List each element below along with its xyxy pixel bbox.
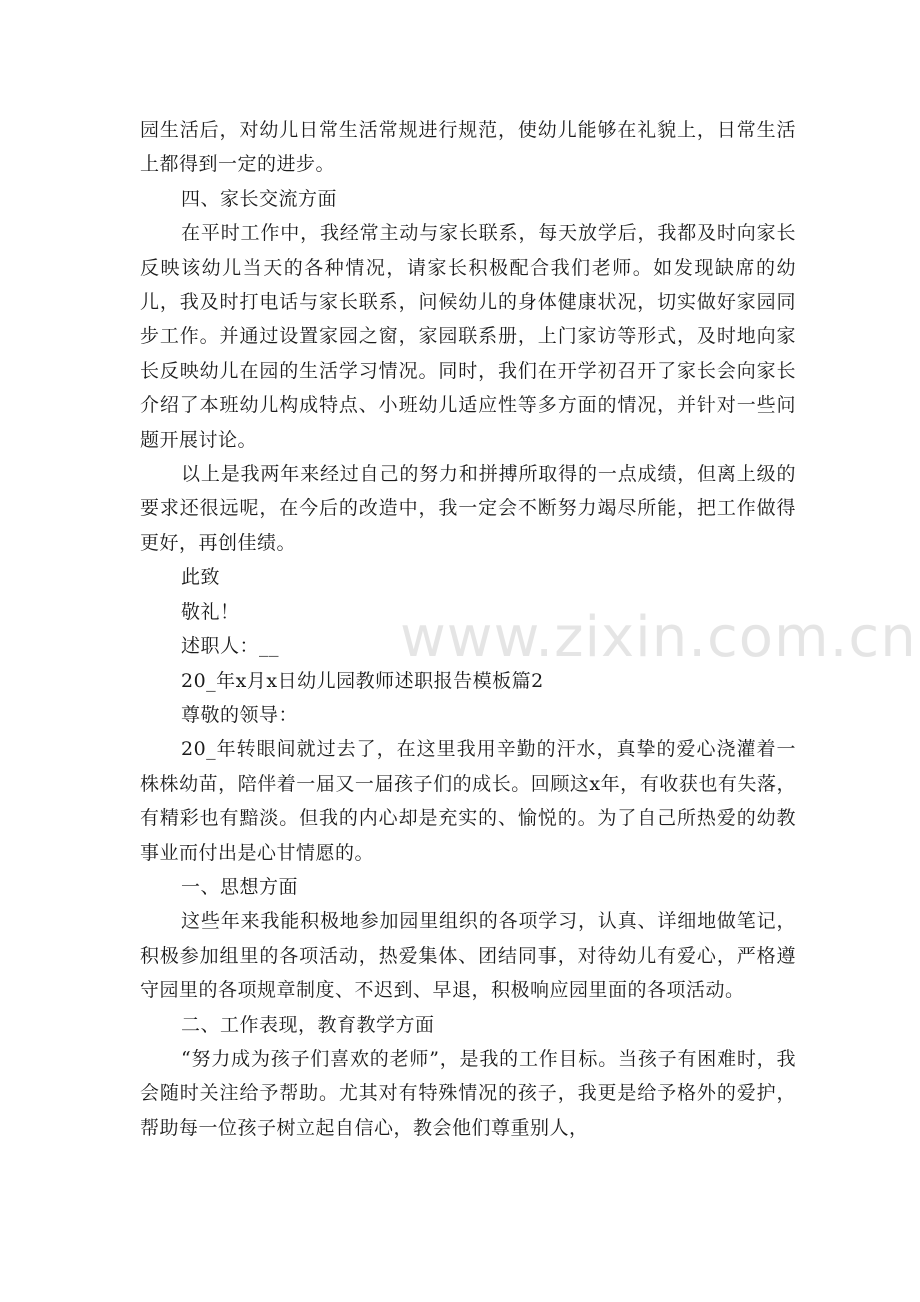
closing-salutation: 此致 xyxy=(181,566,221,589)
paragraph-ideology: 这些年来我能积极地参加园里组织的各项学习，认真、详细地做笔记，积极参加组里的各项活动，热爱集体、团结同事，对待幼儿有爱心，严格遵守园里的各项规章制度、不迟到、早退，积极响应园里面的各项活动。 xyxy=(140,910,796,1002)
signature-line: 述职人：__ xyxy=(181,635,280,658)
paragraph-intro: 20_年转眼间就过去了，在这里我用辛勤的汗水，真挚的爱心浇灌着一株株幼苗，陪伴着一届又一届孩子们的成长。回顾这x年，有收获也有失落，有精彩也有黯淡。但我的内心却是充实的、愉悦的。为了自己所热爱的幼教事业而付出是心甘情愿的。 xyxy=(140,738,796,864)
section-title-report-2: 20_年x月x日幼儿园教师述职报告模板篇2 xyxy=(181,669,544,692)
paragraph-1: 园生活后，对幼儿日常生活常规进行规范，使幼儿能够在礼貌上，日常生活上都得到一定的进步。 xyxy=(140,119,796,176)
greeting: 尊敬的领导： xyxy=(181,703,299,726)
closing-regards: 敬礼！ xyxy=(181,600,240,623)
watermark-text: www.zixin.com.cn xyxy=(400,605,917,670)
paragraph-parent-communication: 在平时工作中，我经常主动与家长联系，每天放学后，我都及时向家长反映该幼儿当天的各种情况，请家长积极配合我们老师。如发现缺席的幼儿，我及时打电话与家长联系，问候幼儿的身体健康状况，切实做好家园同步工作。并通过设置家园之窗，家园联系册，上门家访等形式，及时地向家长反映幼儿在园的生活学习情况。同时，我们在开学初召开了家长会向家长介绍了本班幼儿构成特点、小班幼儿适应性等多方面的情况，并针对一些问题开展讨论。 xyxy=(140,222,796,451)
document-body xyxy=(140,113,917,1145)
paragraph-work-performance: “努力成为孩子们喜欢的老师”，是我的工作目标。当孩子有困难时，我会随时关注给予帮助。尤其对有特殊情况的孩子，我更是给予格外的爱护，帮助每一位孩子树立起自信心，教会他们尊重别人， xyxy=(140,1047,796,1139)
heading-work-performance: 二、工作表现，教育教学方面 xyxy=(181,1013,435,1036)
heading-parent-communication: 四、家长交流方面 xyxy=(181,187,338,210)
paragraph-conclusion: 以上是我两年来经过自己的努力和拼搏所取得的一点成绩，但离上级的要求还很远呢，在今后的改造中，我一定会不断努力竭尽所能，把工作做得更好，再创佳绩。 xyxy=(140,463,796,554)
heading-ideology: 一、思想方面 xyxy=(181,875,299,898)
